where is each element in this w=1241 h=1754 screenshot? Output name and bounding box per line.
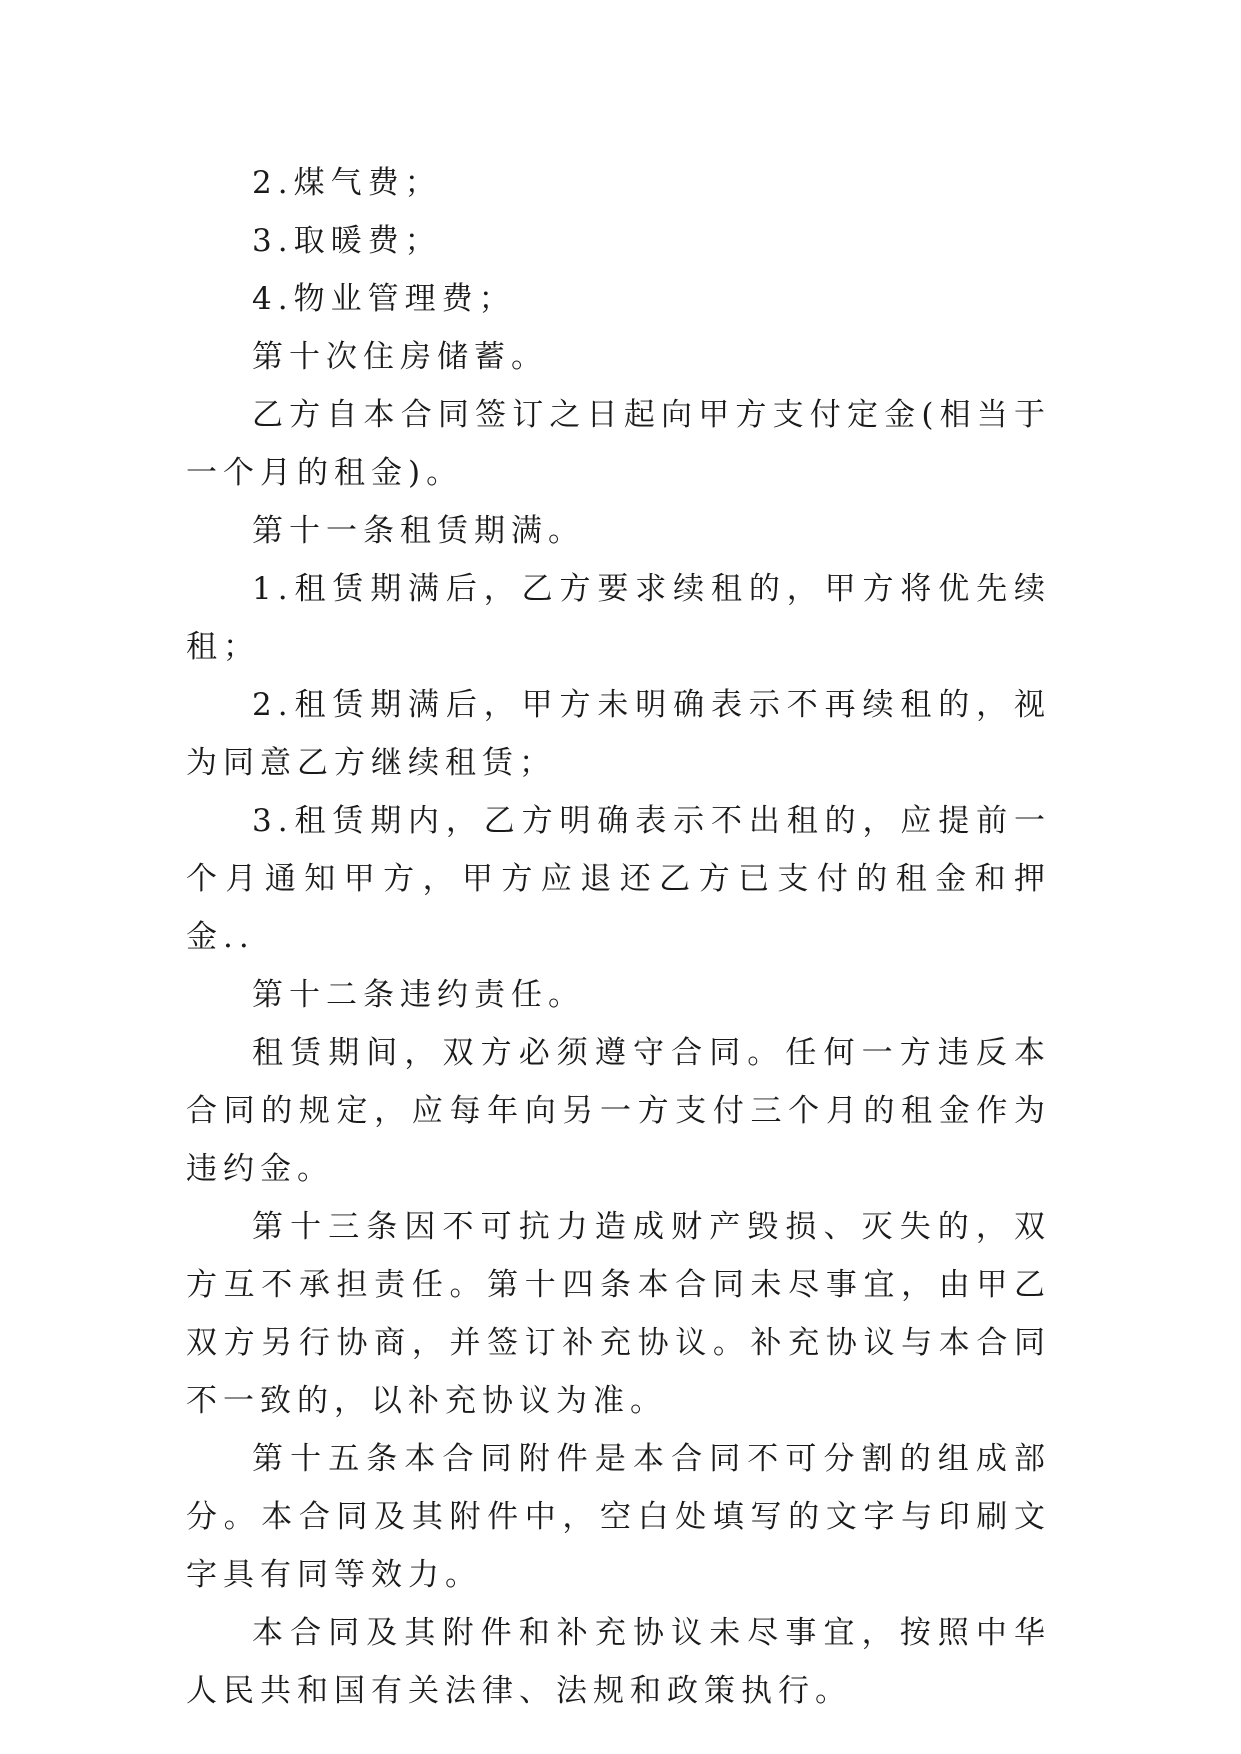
paragraph: 乙方自本合同签订之日起向甲方支付定金(相当于一个月的租金)。 <box>186 397 1051 491</box>
paragraph: 4.物业管理费； <box>252 281 516 317</box>
paragraph: 2.煤气费； <box>252 165 442 201</box>
paragraph: 租赁期间，双方必须遵守合同。任何一方违反本合同的规定，应每年向另一方支付三个月的租金作为违约金。 <box>186 1035 1051 1187</box>
paragraph: 第十一条租赁期满。 <box>252 513 585 549</box>
document-body <box>186 154 1051 1720</box>
paragraph: 3.取暖费； <box>252 223 442 259</box>
paragraph: 第十二条违约责任。 <box>252 977 585 1013</box>
paragraph: 3.租赁期内，乙方明确表示不出租的，应提前一个月通知甲方，甲方应退还乙方已支付的租金和押金.. <box>186 803 1051 955</box>
paragraph: 第十五条本合同附件是本合同不可分割的组成部分。本合同及其附件中，空白处填写的文字与印刷文字具有同等效力。 <box>186 1441 1051 1593</box>
paragraph: 第十次住房储蓄。 <box>252 339 548 375</box>
paragraph: 1.租赁期满后，乙方要求续租的，甲方将优先续租； <box>186 571 1051 665</box>
paragraph: 2.租赁期满后，甲方未明确表示不再续租的，视为同意乙方继续租赁； <box>186 687 1051 781</box>
paragraph: 第十三条因不可抗力造成财产毁损、灭失的，双方互不承担责任。第十四条本合同未尽事宜，由甲乙双方另行协商，并签订补充协议。补充协议与本合同不一致的，以补充协议为准。 <box>186 1209 1051 1419</box>
paragraph: 本合同及其附件和补充协议未尽事宜，按照中华人民共和国有关法律、法规和政策执行。 <box>186 1615 1051 1709</box>
